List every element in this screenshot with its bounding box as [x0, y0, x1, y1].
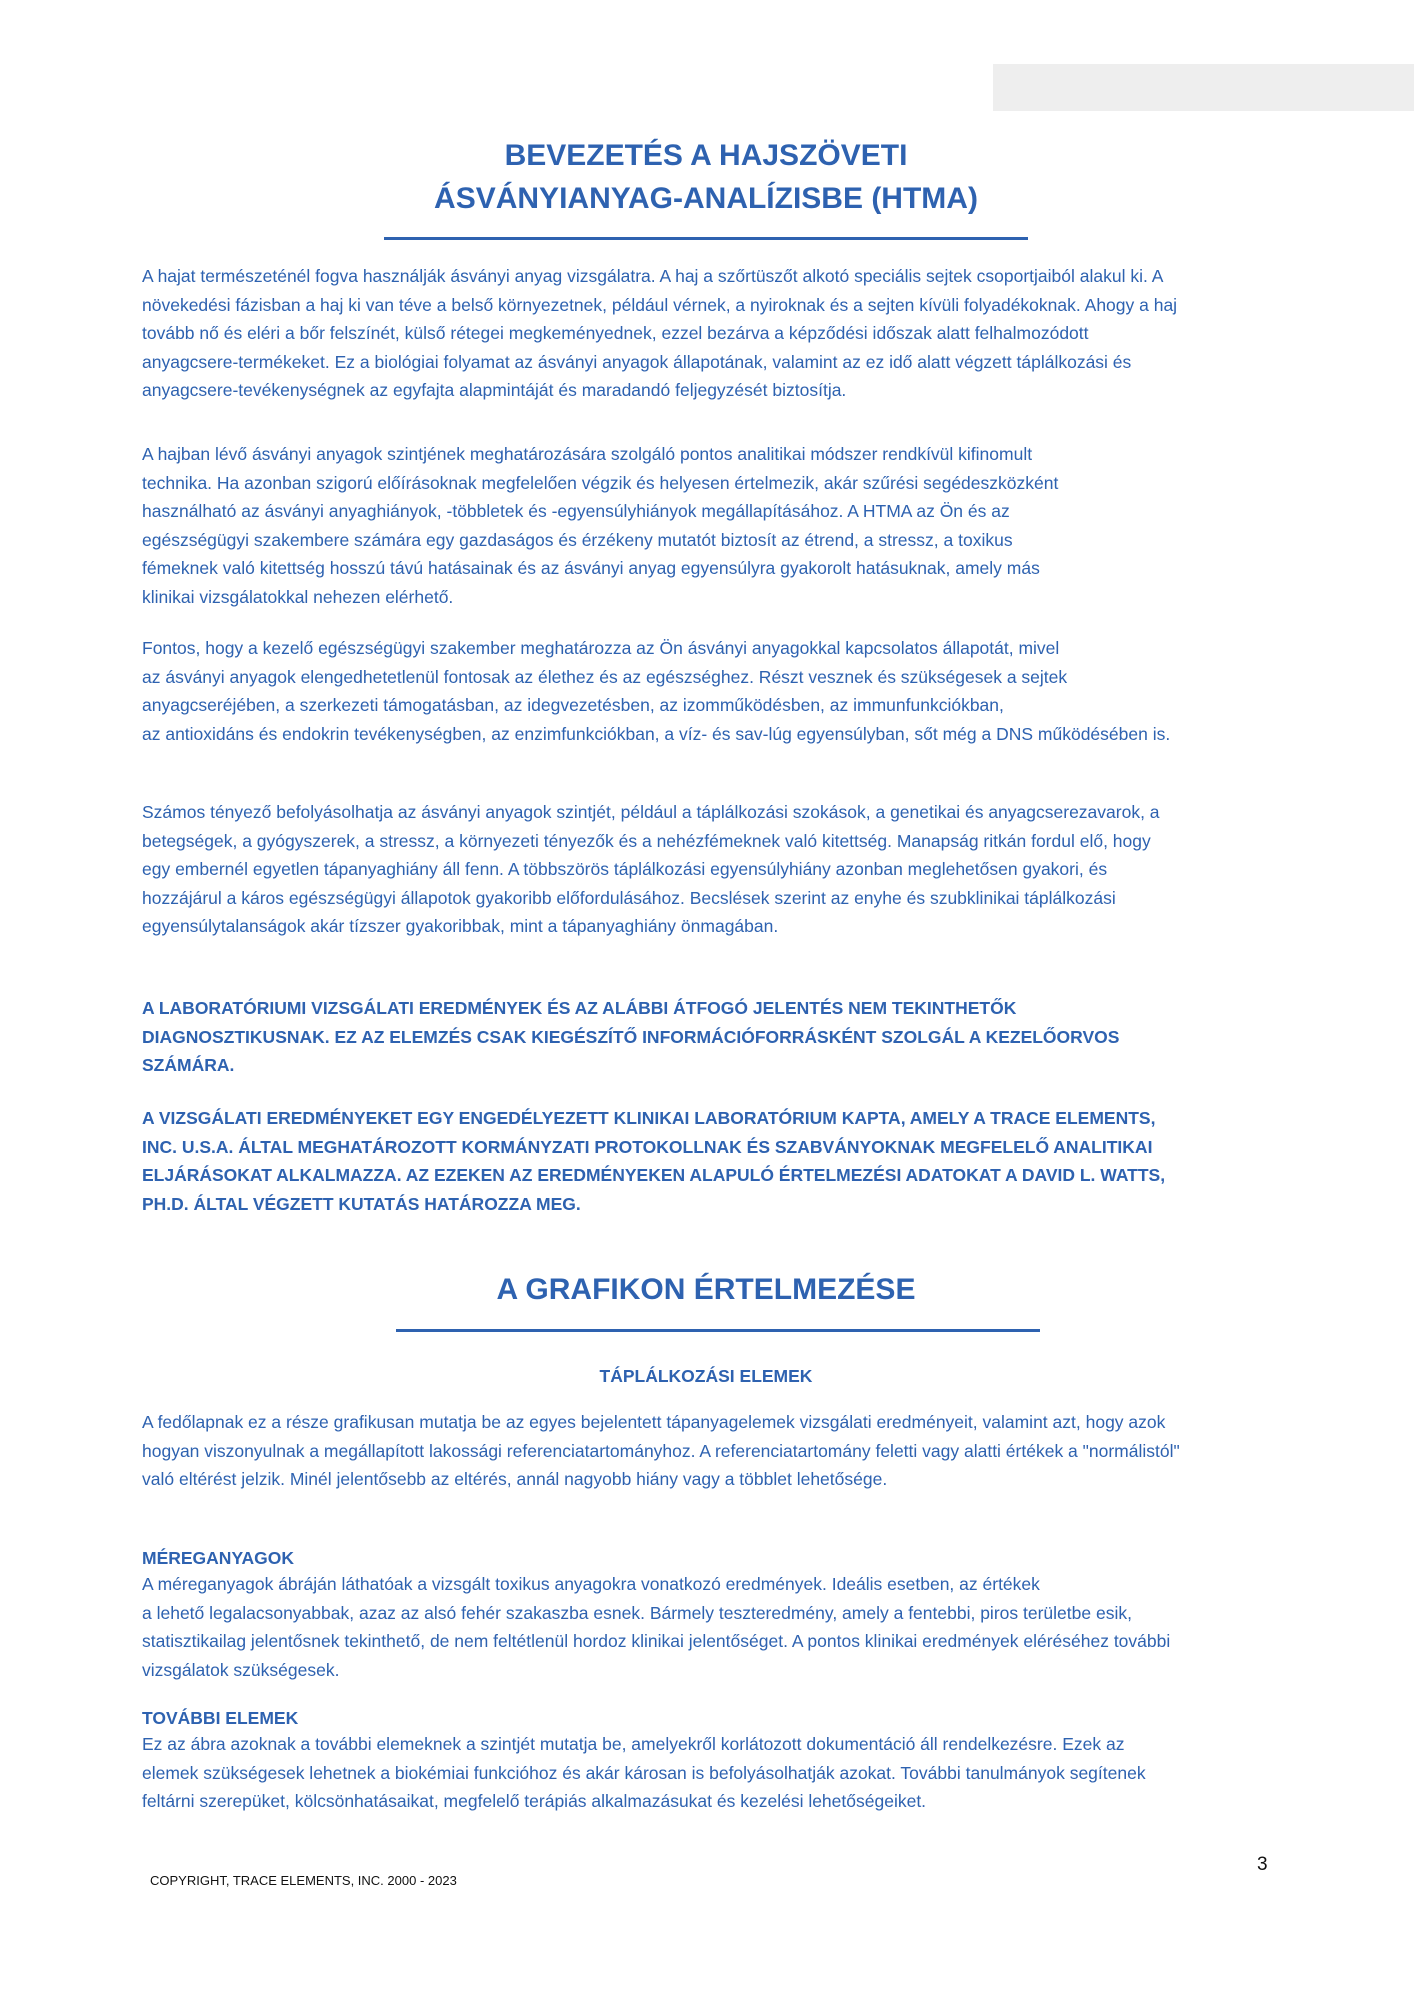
text-line: Ez az ábra azoknak a további elemeknek a szintjét mutatja be, amelyekről korlátozott dokumentáció áll rendelkezésre. Ezek az — [142, 1734, 1125, 1754]
text-line: A hajban lévő ásványi anyagok szintjének meghatározására szolgáló pontos analitikai módszer rendkívül kifinomult — [142, 444, 1033, 464]
nutrients-paragraph — [142, 1408, 1180, 1494]
graph-section-title: A GRAFIKON ÉRTELMEZÉSE — [496, 1273, 916, 1306]
text-line: Számos tényező befolyásolhatja az ásványi anyagok szintjét, például a táplálkozási szokások, a genetikai és anyagcserezavarok, a — [142, 802, 1160, 822]
text-line: A LABORATÓRIUMI VIZSGÁLATI EREDMÉNYEK ÉS AZ ALÁBBI ÁTFOGÓ JELENTÉS NEM TEKINTHETŐK — [142, 998, 1017, 1018]
intro-paragraph-4 — [142, 798, 1160, 941]
text-line: fémeknek való kitettség hosszú távú hatásainak és az ásványi anyag egyensúlyra gyakorolt hatásuknak, amely más — [142, 558, 1040, 578]
text-line: technika. Ha azonban szigorú előírásoknak megfelelően végzik és helyesen értelmezik, akár szűrési segédeszközként — [142, 472, 1059, 493]
text-line: feltárni szerepüket, kölcsönhatásaikat, megfelelő terápiás alkalmazásukat és kezelési lehetőségeiket. — [142, 1791, 927, 1811]
text-line: DIAGNOSZTIKUSNAK. EZ AZ ELEMZÉS CSAK KIEGÉSZÍTŐ INFORMÁCIÓFORRÁSKÉNT SZOLGÁL A KEZELŐORVOS — [142, 1026, 1120, 1047]
text-line: az antioxidáns és endokrin tevékenységben, az enzimfunkciókban, a víz- és sav-lúg egyensúlyban, sőt még a DNS működésében is. — [142, 723, 1171, 744]
graph-section-underline — [396, 1329, 1040, 1332]
text-line: hogyan viszonyulnak a megállapított lakossági referenciatartományhoz. A referenciatartomány feletti vagy alatti értékek a "normálistól" — [142, 1440, 1180, 1461]
text-line: ELJÁRÁSOKAT ALKALMAZZA. AZ EZEKEN AZ EREDMÉNYEKEN ALAPULÓ ÉRTELMEZÉSI ADATOKAT A DAVID L. WATTS, — [142, 1165, 1166, 1185]
text-line: növekedési fázisban a haj ki van téve a belső környezetnek, például vérnek, a nyiroknak és a sejten kívüli folyadékoknak. Ahogy a haj — [142, 294, 1178, 315]
intro-paragraph-3 — [142, 634, 1170, 748]
disclaimer-notice — [142, 994, 1119, 1080]
text-line: anyagcseréjében, a szerkezeti támogatásban, az idegvezetésben, az izomműködésben, az immunfunkciókban, — [142, 695, 1004, 715]
text-line: PH.D. ÁLTAL VÉGZETT KUTATÁS HATÁROZZA MEG. — [142, 1193, 581, 1214]
text-line: statisztikailag jelentősnek tekinthető, de nem feltétlenül hordoz klinikai jelentőséget. A pontos klinikai eredmények eléréséhez további — [142, 1631, 1171, 1651]
title-underline — [384, 237, 1028, 240]
additional-elements-heading: TOVÁBBI ELEMEK — [142, 1708, 299, 1728]
text-line: egy embernél egyetlen tápanyaghiány áll fenn. A többszörös táplálkozási egyensúlyhiány azonban meglehetősen gyakori, és — [142, 859, 1108, 879]
nutrients-heading: TÁPLÁLKOZÁSI ELEMEK — [599, 1366, 813, 1386]
toxins-heading: MÉREGANYAGOK — [142, 1548, 295, 1568]
toxins-paragraph — [142, 1570, 1170, 1684]
text-line: egészségügyi szakembere számára egy gazdaságos és érzékeny mutatót biztosít az étrend, a stressz, a toxikus — [142, 529, 1013, 550]
text-line: A VIZSGÁLATI EREDMÉNYEKET EGY ENGEDÉLYEZETT KLINIKAI LABORATÓRIUM KAPTA, AMELY A TRACE ELEMENTS, — [142, 1108, 1156, 1128]
text-line: klinikai vizsgálatokkal nehezen elérhető. — [142, 586, 454, 607]
text-line: A méreganyagok ábráján láthatóak a vizsgált toxikus anyagokra vonatkozó eredmények. Ideális esetben, az értékek — [142, 1574, 1040, 1594]
intro-paragraph-2 — [142, 440, 1058, 611]
text-line: SZÁMÁRA. — [142, 1055, 235, 1075]
copyright-footer: COPYRIGHT, TRACE ELEMENTS, INC. 2000 - 2023 — [150, 1873, 457, 1888]
text-line: hozzájárul a káros egészségügyi állapotok gyakoribb előfordulásához. Becslések szerint az enyhe és szubklinikai táplálkozási — [142, 887, 1116, 908]
text-line: használható az ásványi anyaghiányok, -többletek és -egyensúlyhiányok megállapításához. A HTMA az Ön és az — [142, 501, 1010, 521]
text-line: Fontos, hogy a kezelő egészségügyi szakember meghatározza az Ön ásványi anyagokkal kapcsolatos állapotát, mivel — [142, 638, 1060, 658]
text-line: INC. U.S.A. ÁLTAL MEGHATÁROZOTT KORMÁNYZATI PROTOKOLLNAK ÉS SZABVÁNYOKNAK MEGFELELŐ ANALITIKAI — [142, 1136, 1153, 1157]
page-title-line-2: ÁSVÁNYIANYAG-ANALÍZISBE (HTMA) — [434, 182, 978, 215]
laboratory-notice — [142, 1104, 1165, 1218]
text-line: vizsgálatok szükségesek. — [142, 1659, 340, 1680]
page-number: 3 — [1257, 1854, 1268, 1875]
text-line: az ásványi anyagok elengedhetetlenül fontosak az élethez és az egészséghez. Részt vesznek és szükségesek a sejtek — [142, 666, 1068, 687]
text-line: betegségek, a gyógyszerek, a stressz, a környezeti tényezők és a nehézfémeknek való kitettség. Manapság ritkán fordul elő, hogy — [142, 830, 1151, 851]
additional-elements-paragraph — [142, 1730, 1146, 1816]
text-line: elemek szükségesek lehetnek a biokémiai funkcióhoz és akár károsan is befolyásolhatják azokat. További tanulmányok segítenek — [142, 1762, 1146, 1783]
page-title — [300, 134, 1112, 220]
text-line: A hajat természeténél fogva használják ásványi anyag vizsgálatra. A haj a szőrtüszőt alkotó speciális sejtek csoportjaiból alakul ki. A — [142, 266, 1164, 286]
text-line: egyensúlytalanságok akár tízszer gyakoribbak, mint a tápanyaghiány önmagában. — [142, 916, 779, 936]
text-line: A fedőlapnak ez a része grafikusan mutatja be az egyes bejelentett tápanyagelemek vizsgálati eredményeit, valamint azt, hogy azok — [142, 1412, 1166, 1432]
text-line: való eltérést jelzik. Minél jelentősebb az eltérés, annál nagyobb hiány vagy a többlet lehetősége. — [142, 1469, 888, 1489]
text-line: tovább nő és eléri a bőr felszínét, külső rétegei megkeményednek, ezzel bezárva a képződési időszak alatt felhalmozódott — [142, 323, 1089, 343]
text-line: a lehető legalacsonyabbak, azaz az alsó fehér szakaszba esnek. Bármely teszteredmény, amely a fentebbi, piros területbe esik, — [142, 1602, 1132, 1623]
text-line: anyagcsere-termékeket. Ez a biológiai folyamat az ásványi anyagok állapotának, valamint az ez idő alatt végzett táplálkozási és — [142, 351, 1132, 372]
page-title-line-1: BEVEZETÉS A HAJSZÖVETI — [504, 139, 908, 172]
intro-paragraph-1 — [142, 262, 1177, 405]
text-line: anyagcsere-tevékenységnek az egyfajta alapmintáját és maradandó feljegyzését biztosítja. — [142, 380, 847, 400]
header-gray-box — [993, 64, 1414, 111]
